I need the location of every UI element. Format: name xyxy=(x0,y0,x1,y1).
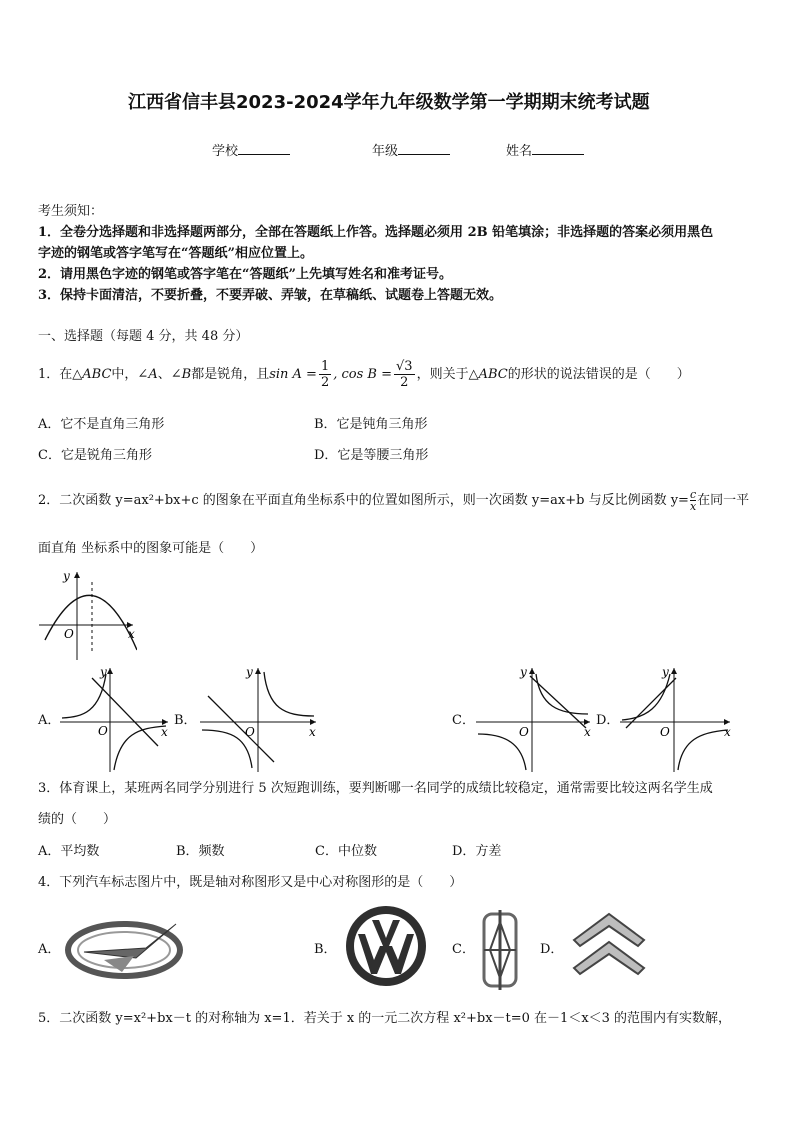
x-axis-label: x xyxy=(161,725,168,739)
fraction-numerator: √3 xyxy=(396,359,413,374)
q1-abc: ABC xyxy=(82,367,112,382)
line-graph xyxy=(626,678,676,728)
y-axis-label: y xyxy=(63,569,70,583)
line-graph xyxy=(530,676,586,728)
q4-option-d-label[interactable]: D． xyxy=(540,942,564,957)
fraction-denominator: 2 xyxy=(400,375,409,390)
citroen-logo-icon[interactable] xyxy=(568,906,650,984)
q1-fraction-one-half xyxy=(319,359,331,390)
y-axis-label: y xyxy=(520,665,527,679)
hyperbola-branch xyxy=(478,734,526,770)
y-axis-arrow-icon xyxy=(529,668,535,674)
q1-sin-a: sin A = xyxy=(269,367,317,382)
name-label: 姓名 xyxy=(506,144,533,159)
question-3-stem-line2: 绩的（ ） xyxy=(38,812,117,827)
fraction-denominator: 2 xyxy=(320,375,330,390)
q2-option-d-label[interactable]: D． xyxy=(596,713,620,728)
q1-abc2: ABC xyxy=(478,367,508,382)
opel-logo-icon[interactable] xyxy=(64,918,190,982)
question-4-stem: 4．下列汽车标志图片中，既是轴对称图形又是中心对称图形的是（ ） xyxy=(38,875,463,890)
y-axis-arrow-icon xyxy=(74,572,80,578)
question-2-stem xyxy=(38,486,749,516)
q4-option-b-label[interactable]: B． xyxy=(314,942,337,957)
q1-option-b[interactable]: B．它是钝角三角形 xyxy=(314,417,428,432)
grade-field xyxy=(372,142,450,161)
notice-heading: 考生须知： xyxy=(38,204,104,219)
question-5-stem: 5．二次函数 y=x²+bx－t 的对称轴为 x=1．若关于 x 的一元二次方程 x²+bx－t=0 在－1＜x＜3 的范围内有实数解， xyxy=(38,1011,732,1026)
q2-option-c-label[interactable]: C． xyxy=(452,713,475,728)
q2-option-b-graph[interactable] xyxy=(198,664,320,774)
hyperbola-branch xyxy=(622,674,670,720)
notice-item: 2．请用黑色字迹的钢笔或答字笔在“答题纸”上先填写姓名和准考证号。 xyxy=(38,267,453,282)
hyperbola-branch xyxy=(264,672,314,716)
notice-item: 1．全卷分选择题和非选择题两部分，全部在答题纸上作答。选择题必须用 2B 铅笔填涂；非选择题的答案必须用黑色 xyxy=(38,225,714,240)
y-axis-label: y xyxy=(246,665,253,679)
q2-text1: 2．二次函数 y=ax²+bx+c 的图象在平面直角坐标系中的位置如图所示，则一次函数 y=ax+b 与反比例函数 y= xyxy=(38,493,689,508)
grade-blank[interactable] xyxy=(398,142,450,155)
q1-angle-a: A xyxy=(148,367,158,382)
volkswagen-logo-icon[interactable] xyxy=(344,904,428,988)
x-axis-label: x xyxy=(724,725,731,739)
q1-mid: 中，∠ xyxy=(111,367,149,382)
q1-angle-b: B xyxy=(181,367,192,382)
q3-option-c[interactable]: C．中位数 xyxy=(315,844,377,859)
line-graph xyxy=(208,696,274,762)
q1-option-d[interactable]: D．它是等腰三角形 xyxy=(314,448,429,463)
origin-label: O xyxy=(660,725,670,739)
q2-option-c-graph[interactable] xyxy=(474,664,594,774)
x-axis-label: x xyxy=(128,627,135,641)
school-field xyxy=(212,142,290,161)
origin-label: O xyxy=(64,627,74,641)
name-blank[interactable] xyxy=(532,142,584,155)
q1-cos-b: , cos B = xyxy=(333,367,392,382)
fraction-numerator: c xyxy=(689,488,697,501)
parabola-curve xyxy=(45,595,137,650)
x-axis-label: x xyxy=(584,725,591,739)
q4-option-a-label[interactable]: A． xyxy=(38,942,61,957)
q2-option-d-graph[interactable] xyxy=(618,664,734,774)
logo-lightning-tail xyxy=(104,956,134,972)
q2-line2: 面直角 坐标系中的图象可能是（ ） xyxy=(38,541,264,556)
school-blank[interactable] xyxy=(238,142,290,155)
hyperbola-branch xyxy=(62,674,106,718)
q2-option-b-label[interactable]: B． xyxy=(174,713,197,728)
q1-suffix1: ，则关于△ xyxy=(416,367,479,382)
q1-fraction-root3-half xyxy=(394,359,415,390)
q2-parabola-graph xyxy=(37,568,137,662)
hyperbola-branch xyxy=(536,674,588,714)
y-axis-arrow-icon xyxy=(671,668,677,674)
q2-option-a-label[interactable]: A． xyxy=(38,713,61,728)
fraction-numerator: 1 xyxy=(320,359,330,374)
q4-option-c-label[interactable]: C． xyxy=(452,942,475,957)
y-axis-arrow-icon xyxy=(107,668,113,674)
q1-option-c[interactable]: C．它是锐角三角形 xyxy=(38,448,152,463)
logo-chevron-bottom xyxy=(574,942,644,974)
fraction-denominator: x xyxy=(689,500,697,513)
section-heading: 一、选择题（每题 4 分，共 48 分） xyxy=(38,329,249,344)
question-1-stem xyxy=(38,358,690,392)
origin-label: O xyxy=(245,725,255,739)
q3-option-b[interactable]: B．频数 xyxy=(176,844,225,859)
y-axis-label: y xyxy=(662,665,669,679)
name-field xyxy=(506,142,584,161)
q3-option-a[interactable]: A．平均数 xyxy=(38,844,100,859)
grade-label: 年级 xyxy=(372,144,399,159)
hyperbola-branch xyxy=(678,730,728,770)
question-3-stem: 3．体育课上，某班两名同学分别进行 5 次短跑训练，要判断哪一名同学的成绩比较稳定，通常需要比较这两名学生成 xyxy=(38,781,713,796)
notice-item: 字迹的钢笔或答字笔写在“答题纸”相应位置上。 xyxy=(38,246,313,261)
x-axis-label: x xyxy=(309,725,316,739)
q1-mid2: 都是锐角，且 xyxy=(191,367,270,382)
notice-item: 3．保持卡面清洁，不要折叠，不要弄破、弄皱，在草稿纸、试题卷上答题无效。 xyxy=(38,288,503,303)
page-title: 江西省信丰县2023-2024学年九年级数学第一学期期末统考试题 xyxy=(128,92,650,113)
q1-prefix: 1．在△ xyxy=(38,367,83,382)
q2-fraction-c-over-x xyxy=(690,489,696,512)
origin-label: O xyxy=(98,724,108,738)
y-axis-label: y xyxy=(100,665,107,679)
hyperbola-branch xyxy=(114,726,166,770)
q2-text2: 在同一平 xyxy=(697,493,750,508)
q1-suffix2: 的形状的说法错误的是（ ） xyxy=(507,367,690,382)
lincoln-logo-icon[interactable] xyxy=(480,910,520,990)
q1-option-a[interactable]: A．它不是直角三角形 xyxy=(38,417,165,432)
origin-label: O xyxy=(519,725,529,739)
y-axis-arrow-icon xyxy=(255,668,261,674)
school-label: 学校 xyxy=(212,144,239,159)
q1-sep: 、∠ xyxy=(157,367,182,382)
q3-option-d[interactable]: D．方差 xyxy=(452,844,502,859)
q2-option-a-graph[interactable] xyxy=(58,664,172,774)
